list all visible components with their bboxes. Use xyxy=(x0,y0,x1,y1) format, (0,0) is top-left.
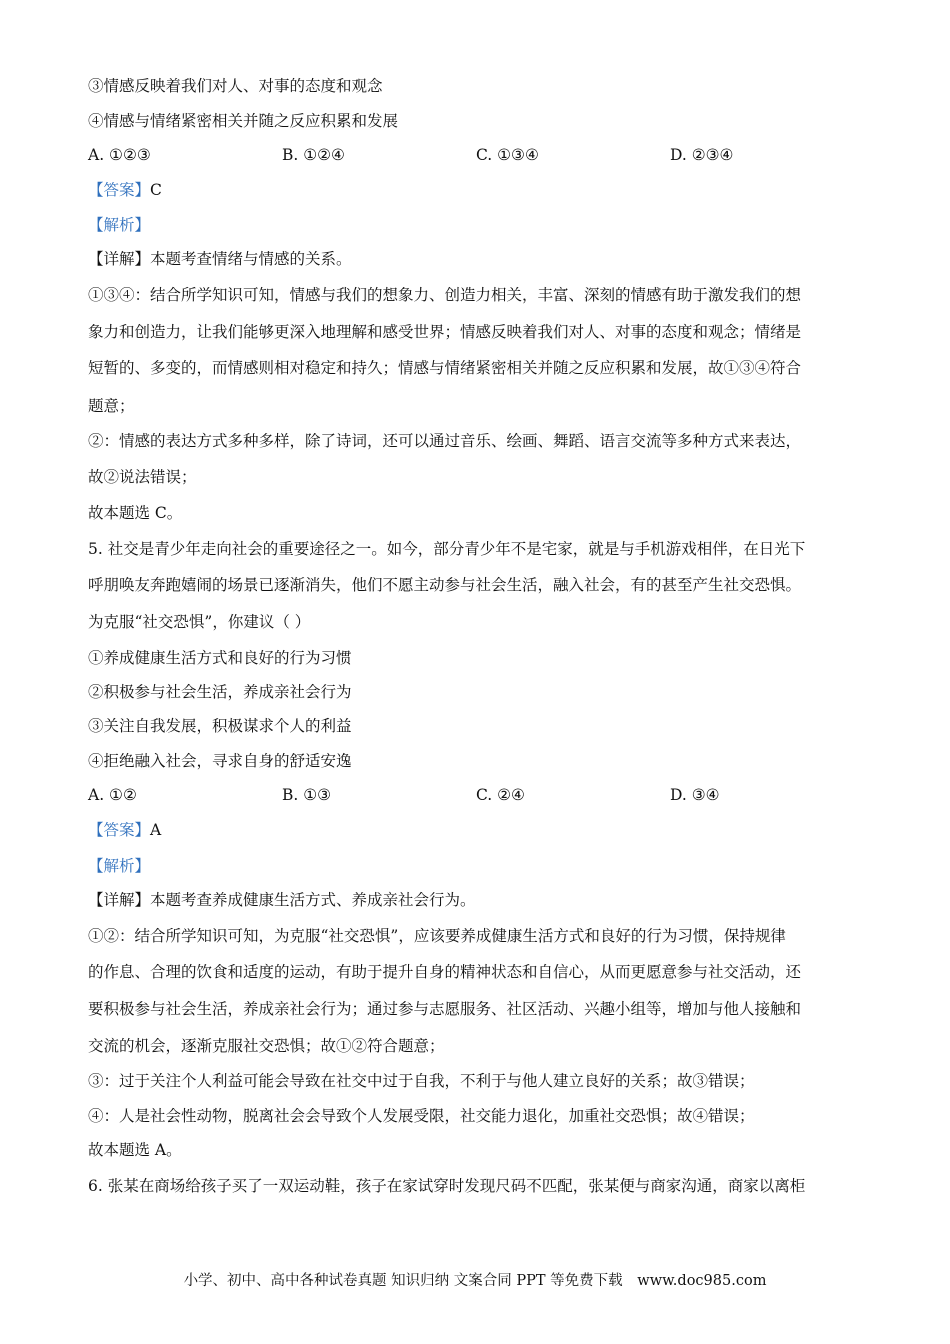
q5-option-a: A. ①② xyxy=(88,786,137,804)
q5-option-d: D. ③④ xyxy=(670,786,720,804)
q5-statement-2: ②积极参与社会生活，养成亲社会行为 xyxy=(88,683,352,701)
q4-explanation-line: 象力和创造力，让我们能够更深入地理解和感受世界；情感反映着我们对人、对事的态度和观念；情绪是 xyxy=(88,323,802,341)
q5-explanation-line: 交流的机会，逐渐克服社交恐惧；故①②符合题意； xyxy=(88,1037,445,1055)
q4-explanation-line: 故本题选 C。 xyxy=(88,504,183,522)
q5-statement-3: ③关注自我发展，积极谋求个人的利益 xyxy=(88,717,352,735)
q5-answer xyxy=(88,820,161,840)
answer-tag: 【答案】 xyxy=(88,181,151,199)
q4-analysis-tag: 【解析】 xyxy=(88,216,151,234)
q5-explanation-line: 的作息、合理的饮食和适度的运动，有助于提升自身的精神状态和自信心，从而更愿意参与社交活动，还 xyxy=(88,963,802,981)
q5-statement-4: ④拒绝融入社会，寻求自身的舒适安逸 xyxy=(88,752,352,770)
q4-statement-3: ③情感反映着我们对人、对事的态度和观念 xyxy=(88,77,383,95)
footer-slogan: 小学、初中、高中各种试卷真题 知识归纳 文案合同 PPT 等免费下载 xyxy=(183,1273,623,1289)
q5-stem-line: 5. 社交是青少年走向社会的重要途径之一。如今，部分青少年不是宅家，就是与手机游戏相伴，在日光下 xyxy=(88,540,806,558)
q4-option-b: B. ①②④ xyxy=(282,146,345,164)
answer-value: A xyxy=(150,821,162,839)
answer-tag: 【答案】 xyxy=(88,821,151,839)
q5-statement-1: ①养成健康生活方式和良好的行为习惯 xyxy=(88,649,352,667)
q4-explanation-line: 短暂的、多变的，而情感则相对稳定和持久；情感与情绪紧密相关并随之反应积累和发展，故①③④符合 xyxy=(88,359,802,377)
q4-explanation-line: ①③④：结合所学知识可知，情感与我们的想象力、创造力相关，丰富、深刻的情感有助于激发我们的想 xyxy=(88,286,802,304)
q4-answer xyxy=(88,180,162,200)
q5-stem-line: 呼朋唤友奔跑嬉闹的场景已逐渐消失，他们不愿主动参与社会生活，融入社会，有的甚至产生社交恐惧。 xyxy=(88,576,802,594)
q4-option-a: A. ①②③ xyxy=(88,146,151,164)
q6-stem-line: 6. 张某在商场给孩子买了一双运动鞋，孩子在家试穿时发现尺码不匹配，张某便与商家沟通，商家以离柜 xyxy=(88,1177,806,1195)
q4-explanation-line: ②：情感的表达方式多种多样，除了诗词，还可以通过音乐、绘画、舞蹈、语言交流等多种方式来表达， xyxy=(88,432,802,450)
q5-explanation-line: ①②：结合所学知识可知，为克服“社交恐惧”，应该要养成健康生活方式和良好的行为习惯，保持规律 xyxy=(88,927,786,945)
q4-statement-4: ④情感与情绪紧密相关并随之反应积累和发展 xyxy=(88,112,399,130)
q5-option-b: B. ①③ xyxy=(282,786,332,804)
q5-detail: 【详解】本题考查养成健康生活方式、养成亲社会行为。 xyxy=(88,891,476,909)
q4-option-c: C. ①③④ xyxy=(476,146,539,164)
q4-explanation-line: 题意； xyxy=(88,397,135,415)
q5-analysis-tag: 【解析】 xyxy=(88,857,151,875)
q4-detail: 【详解】本题考查情绪与情感的关系。 xyxy=(88,250,352,268)
q5-option-c: C. ②④ xyxy=(476,786,525,804)
q4-explanation-line: 故②说法错误； xyxy=(88,468,197,486)
answer-value: C xyxy=(150,181,162,199)
q5-stem-line: 为克服“社交恐惧”，你建议（ ） xyxy=(88,613,311,631)
q5-explanation-line: 故本题选 A。 xyxy=(88,1141,182,1159)
q5-explanation-line: 要积极参与社会生活，养成亲社会行为；通过参与志愿服务、社区活动、兴趣小组等，增加与他人接触和 xyxy=(88,1000,802,1018)
q5-explanation-line: ④：人是社会性动物，脱离社会会导致个人发展受限，社交能力退化，加重社交恐惧；故④错误； xyxy=(88,1107,755,1125)
q4-option-d: D. ②③④ xyxy=(670,146,734,164)
q5-explanation-line: ③：过于关注个人利益可能会导致在社交中过于自我，不利于与他人建立良好的关系；故③错误； xyxy=(88,1072,755,1090)
page-footer xyxy=(0,1269,950,1290)
footer-website-link[interactable]: www.doc985.com xyxy=(637,1273,767,1289)
